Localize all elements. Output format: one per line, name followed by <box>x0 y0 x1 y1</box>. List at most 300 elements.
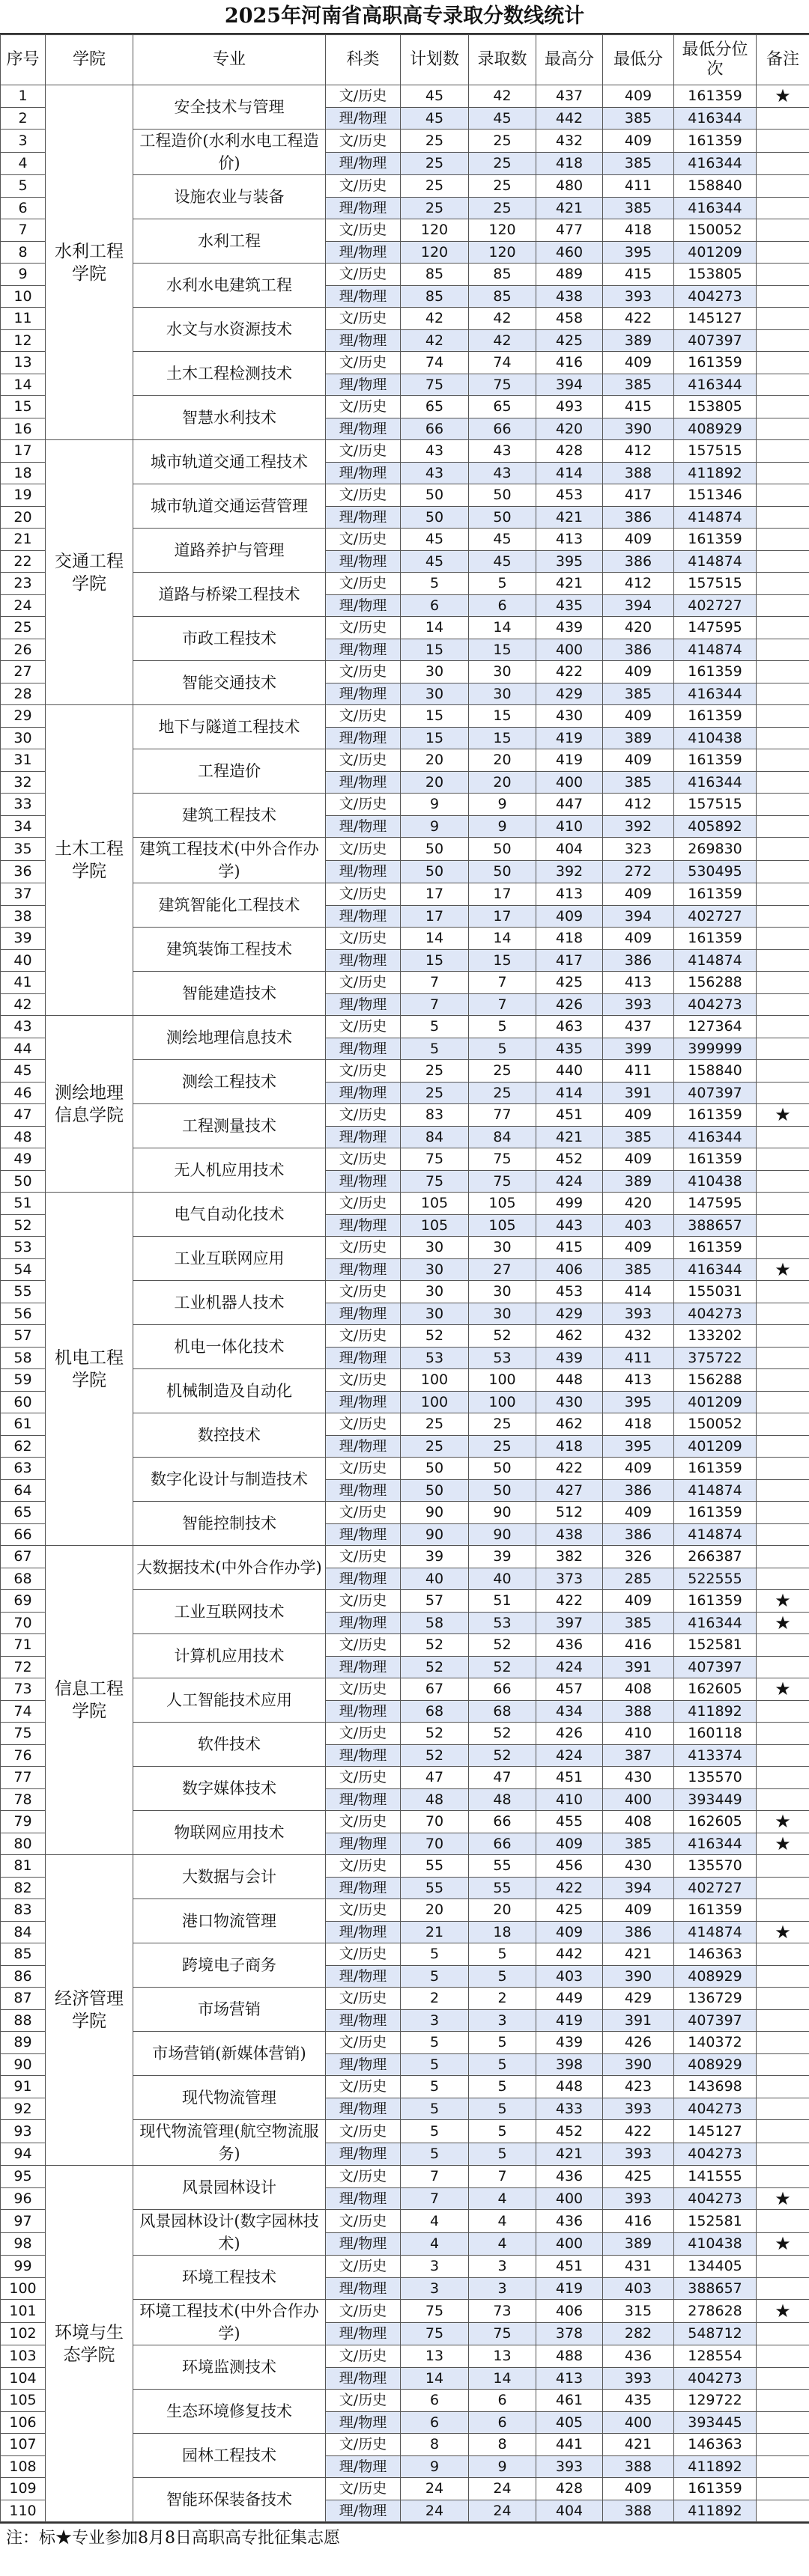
plan-cell: 4 <box>401 2210 469 2233</box>
max-score-cell: 461 <box>536 2390 603 2412</box>
seq-cell: 44 <box>1 1038 46 1060</box>
note-cell <box>757 1391 809 1413</box>
seq-cell: 22 <box>1 550 46 573</box>
max-score-cell: 418 <box>536 152 603 175</box>
admit-cell: 55 <box>469 1855 536 1878</box>
plan-cell: 30 <box>401 1303 469 1325</box>
admit-cell: 30 <box>469 683 536 705</box>
max-score-cell: 439 <box>536 617 603 639</box>
note-cell <box>757 794 809 816</box>
seq-cell: 106 <box>1 2411 46 2434</box>
major-cell: 道路养护与管理 <box>133 529 326 573</box>
category-cell: 文/历史 <box>326 1281 401 1303</box>
note-cell <box>757 308 809 330</box>
note-cell <box>757 1458 809 1480</box>
min-score-cell: 409 <box>603 705 674 728</box>
min-rank-cell: 416344 <box>674 152 757 175</box>
plan-cell: 25 <box>401 1435 469 1458</box>
max-score-cell: 421 <box>536 573 603 595</box>
min-score-cell: 315 <box>603 2300 674 2323</box>
plan-cell: 20 <box>401 771 469 794</box>
min-rank-cell: 410438 <box>674 2232 757 2256</box>
admit-cell: 45 <box>469 107 536 130</box>
school-cell: 环境与生态学院 <box>46 2166 133 2522</box>
header-note: 备注 <box>757 35 809 85</box>
star-note-cell: ★ <box>757 1921 809 1943</box>
note-cell <box>757 1347 809 1369</box>
note-cell <box>757 1523 809 1546</box>
plan-cell: 50 <box>401 838 469 861</box>
min-rank-cell: 407397 <box>674 329 757 352</box>
major-cell: 电气自动化技术 <box>133 1193 326 1237</box>
note-cell <box>757 1568 809 1590</box>
plan-cell: 42 <box>401 308 469 330</box>
note-cell <box>757 352 809 374</box>
admit-cell: 42 <box>469 308 536 330</box>
admit-cell: 5 <box>469 2053 536 2076</box>
admit-cell: 45 <box>469 550 536 573</box>
category-cell: 理/物理 <box>326 1082 401 1104</box>
min-score-cell: 385 <box>603 1612 674 1634</box>
plan-cell: 5 <box>401 2120 469 2143</box>
seq-cell: 45 <box>1 1060 46 1083</box>
table-header-row <box>1 35 809 85</box>
min-rank-cell: 162605 <box>674 1678 757 1701</box>
max-score-cell: 436 <box>536 2210 603 2233</box>
min-score-cell: 436 <box>603 2345 674 2368</box>
seq-cell: 12 <box>1 329 46 352</box>
category-cell: 文/历史 <box>326 484 401 507</box>
category-cell: 理/物理 <box>326 2187 401 2210</box>
seq-cell: 13 <box>1 352 46 374</box>
plan-cell: 8 <box>401 2434 469 2456</box>
seq-cell: 71 <box>1 1634 46 1657</box>
category-cell: 理/物理 <box>326 2232 401 2256</box>
major-cell: 跨境电子商务 <box>133 1943 326 1988</box>
min-rank-cell: 522555 <box>674 1568 757 1590</box>
plan-cell: 5 <box>401 2076 469 2098</box>
admit-cell: 50 <box>469 506 536 529</box>
min-score-cell: 386 <box>603 550 674 573</box>
plan-cell: 55 <box>401 1877 469 1899</box>
seq-cell: 54 <box>1 1258 46 1281</box>
min-score-cell: 409 <box>603 1237 674 1259</box>
plan-cell: 14 <box>401 2367 469 2390</box>
min-rank-cell: 141555 <box>674 2166 757 2188</box>
seq-cell: 34 <box>1 815 46 838</box>
admit-cell: 40 <box>469 1568 536 1590</box>
note-cell <box>757 905 809 928</box>
min-score-cell: 411 <box>603 1060 674 1083</box>
admit-cell: 5 <box>469 573 536 595</box>
seq-cell: 92 <box>1 2098 46 2120</box>
seq-cell: 100 <box>1 2277 46 2300</box>
min-score-cell: 409 <box>603 352 674 374</box>
min-score-cell: 415 <box>603 396 674 418</box>
note-cell <box>757 1281 809 1303</box>
category-cell: 文/历史 <box>326 1855 401 1878</box>
seq-cell: 110 <box>1 2500 46 2522</box>
admit-cell: 120 <box>469 219 536 242</box>
plan-cell: 5 <box>401 1965 469 1988</box>
admit-cell: 25 <box>469 175 536 198</box>
min-rank-cell: 416344 <box>674 1126 757 1148</box>
category-cell: 理/物理 <box>326 285 401 308</box>
major-cell: 数字化设计与制造技术 <box>133 1458 326 1502</box>
seq-cell: 40 <box>1 949 46 972</box>
category-cell: 理/物理 <box>326 1347 401 1369</box>
max-score-cell: 414 <box>536 462 603 484</box>
max-score-cell: 400 <box>536 771 603 794</box>
admit-cell: 24 <box>469 2500 536 2522</box>
note-cell <box>757 2098 809 2120</box>
min-rank-cell: 161359 <box>674 1590 757 1613</box>
admit-cell: 17 <box>469 905 536 928</box>
category-cell: 理/物理 <box>326 2411 401 2434</box>
max-score-cell: 451 <box>536 2256 603 2278</box>
max-score-cell: 435 <box>536 1038 603 1060</box>
plan-cell: 24 <box>401 2478 469 2500</box>
min-rank-cell: 402727 <box>674 905 757 928</box>
min-rank-cell: 388657 <box>674 1214 757 1237</box>
admit-cell: 14 <box>469 928 536 950</box>
category-cell: 文/历史 <box>326 1458 401 1480</box>
min-score-cell: 411 <box>603 1347 674 1369</box>
min-rank-cell: 161359 <box>674 928 757 950</box>
table-row <box>1 1016 809 1038</box>
admit-cell: 42 <box>469 85 536 108</box>
max-score-cell: 512 <box>536 1502 603 1524</box>
note-cell <box>757 1038 809 1060</box>
max-score-cell: 435 <box>536 594 603 617</box>
category-cell: 理/物理 <box>326 506 401 529</box>
min-score-cell: 385 <box>603 1833 674 1855</box>
category-cell: 文/历史 <box>326 1723 401 1745</box>
seq-cell: 97 <box>1 2210 46 2233</box>
note-cell <box>757 1016 809 1038</box>
category-cell: 文/历史 <box>326 2032 401 2054</box>
admit-cell: 50 <box>469 1458 536 1480</box>
plan-cell: 45 <box>401 85 469 108</box>
max-score-cell: 436 <box>536 1634 603 1657</box>
table-row <box>1 440 809 463</box>
admit-cell: 5 <box>469 1016 536 1038</box>
major-cell: 现代物流管理 <box>133 2076 326 2120</box>
school-cell: 测绘地理信息学院 <box>46 1016 133 1193</box>
min-rank-cell: 401209 <box>674 1435 757 1458</box>
min-rank-cell: 161359 <box>674 1237 757 1259</box>
seq-cell: 107 <box>1 2434 46 2456</box>
seq-cell: 41 <box>1 972 46 994</box>
seq-cell: 26 <box>1 639 46 661</box>
min-score-cell: 385 <box>603 374 674 396</box>
note-cell <box>757 749 809 772</box>
note-cell <box>757 860 809 883</box>
max-score-cell: 499 <box>536 1193 603 1215</box>
admit-cell: 25 <box>469 1060 536 1083</box>
min-score-cell: 435 <box>603 2390 674 2412</box>
admit-cell: 85 <box>469 264 536 286</box>
min-rank-cell: 155031 <box>674 1281 757 1303</box>
min-rank-cell: 156288 <box>674 1369 757 1392</box>
category-cell: 文/历史 <box>326 2345 401 2368</box>
min-rank-cell: 414874 <box>674 1479 757 1502</box>
note-cell <box>757 2210 809 2233</box>
major-cell: 土木工程检测技术 <box>133 352 326 396</box>
star-note-cell: ★ <box>757 1811 809 1833</box>
min-rank-cell: 161359 <box>674 1148 757 1171</box>
note-cell <box>757 1126 809 1148</box>
seq-cell: 4 <box>1 152 46 175</box>
min-rank-cell: 414874 <box>674 506 757 529</box>
plan-cell: 7 <box>401 2166 469 2188</box>
plan-cell: 43 <box>401 440 469 463</box>
category-cell: 理/物理 <box>326 1038 401 1060</box>
category-cell: 理/物理 <box>326 949 401 972</box>
table-row <box>1 2166 809 2188</box>
admit-cell: 9 <box>469 2455 536 2478</box>
school-cell: 土木工程学院 <box>46 705 133 1016</box>
major-cell: 市政工程技术 <box>133 617 326 661</box>
max-score-cell: 398 <box>536 2053 603 2076</box>
seq-cell: 9 <box>1 264 46 286</box>
seq-cell: 18 <box>1 462 46 484</box>
seq-cell: 38 <box>1 905 46 928</box>
min-rank-cell: 410438 <box>674 1170 757 1193</box>
max-score-cell: 453 <box>536 1281 603 1303</box>
min-rank-cell: 404273 <box>674 2098 757 2120</box>
plan-cell: 50 <box>401 1458 469 1480</box>
min-score-cell: 403 <box>603 2277 674 2300</box>
admit-cell: 52 <box>469 1723 536 1745</box>
max-score-cell: 480 <box>536 175 603 198</box>
table-row <box>1 1546 809 1568</box>
min-score-cell: 429 <box>603 1988 674 2010</box>
note-cell <box>757 949 809 972</box>
min-rank-cell: 411892 <box>674 2455 757 2478</box>
min-score-cell: 386 <box>603 1921 674 1943</box>
seq-cell: 16 <box>1 418 46 440</box>
min-score-cell: 409 <box>603 85 674 108</box>
category-cell: 理/物理 <box>326 815 401 838</box>
admit-cell: 53 <box>469 1347 536 1369</box>
note-cell <box>757 1502 809 1524</box>
plan-cell: 5 <box>401 2143 469 2166</box>
category-cell: 理/物理 <box>326 1126 401 1148</box>
note-cell <box>757 815 809 838</box>
min-score-cell: 389 <box>603 329 674 352</box>
max-score-cell: 449 <box>536 1988 603 2010</box>
note-cell <box>757 2434 809 2456</box>
seq-cell: 72 <box>1 1656 46 1678</box>
min-score-cell: 395 <box>603 1391 674 1413</box>
table-row <box>1 705 809 728</box>
note-cell <box>757 2032 809 2054</box>
note-cell <box>757 2256 809 2278</box>
major-cell: 工程测量技术 <box>133 1104 326 1148</box>
plan-cell: 9 <box>401 2455 469 2478</box>
min-rank-cell: 161359 <box>674 352 757 374</box>
admit-cell: 15 <box>469 705 536 728</box>
major-cell: 智能环保装备技术 <box>133 2478 326 2522</box>
min-score-cell: 408 <box>603 1811 674 1833</box>
seq-cell: 65 <box>1 1502 46 1524</box>
min-score-cell: 416 <box>603 1634 674 1657</box>
plan-cell: 53 <box>401 1347 469 1369</box>
major-cell: 现代物流管理(航空物流服务) <box>133 2120 326 2166</box>
min-rank-cell: 278628 <box>674 2300 757 2323</box>
min-score-cell: 388 <box>603 2455 674 2478</box>
seq-cell: 74 <box>1 1700 46 1723</box>
admit-cell: 15 <box>469 727 536 749</box>
min-rank-cell: 416344 <box>674 1258 757 1281</box>
min-score-cell: 420 <box>603 617 674 639</box>
plan-cell: 52 <box>401 1325 469 1348</box>
admit-cell: 90 <box>469 1502 536 1524</box>
min-score-cell: 418 <box>603 219 674 242</box>
min-score-cell: 386 <box>603 1523 674 1546</box>
category-cell: 文/历史 <box>326 85 401 108</box>
admit-cell: 24 <box>469 2478 536 2500</box>
min-rank-cell: 416344 <box>674 197 757 219</box>
seq-cell: 101 <box>1 2300 46 2323</box>
seq-cell: 55 <box>1 1281 46 1303</box>
admit-cell: 15 <box>469 639 536 661</box>
admit-cell: 27 <box>469 1258 536 1281</box>
note-cell <box>757 2143 809 2166</box>
min-rank-cell: 161359 <box>674 1899 757 1922</box>
max-score-cell: 422 <box>536 1458 603 1480</box>
min-score-cell: 409 <box>603 1899 674 1922</box>
min-score-cell: 389 <box>603 727 674 749</box>
admit-cell: 4 <box>469 2187 536 2210</box>
max-score-cell: 418 <box>536 928 603 950</box>
admit-cell: 7 <box>469 972 536 994</box>
max-score-cell: 451 <box>536 1104 603 1127</box>
admit-cell: 20 <box>469 1899 536 1922</box>
max-score-cell: 438 <box>536 285 603 308</box>
plan-cell: 50 <box>401 484 469 507</box>
category-cell: 文/历史 <box>326 175 401 198</box>
seq-cell: 64 <box>1 1479 46 1502</box>
min-score-cell: 409 <box>603 2478 674 2500</box>
note-cell <box>757 529 809 551</box>
min-rank-cell: 548712 <box>674 2322 757 2345</box>
note-cell <box>757 219 809 242</box>
admit-cell: 55 <box>469 1877 536 1899</box>
min-score-cell: 323 <box>603 838 674 861</box>
category-cell: 文/历史 <box>326 1634 401 1657</box>
admit-cell: 105 <box>469 1193 536 1215</box>
seq-cell: 36 <box>1 860 46 883</box>
max-score-cell: 462 <box>536 1413 603 1436</box>
min-rank-cell: 143698 <box>674 2076 757 2098</box>
min-rank-cell: 388657 <box>674 2277 757 2300</box>
seq-cell: 89 <box>1 2032 46 2054</box>
plan-cell: 21 <box>401 1921 469 1943</box>
max-score-cell: 447 <box>536 794 603 816</box>
category-cell: 文/历史 <box>326 264 401 286</box>
admit-cell: 30 <box>469 1281 536 1303</box>
max-score-cell: 440 <box>536 1060 603 1083</box>
admit-cell: 66 <box>469 418 536 440</box>
category-cell: 理/物理 <box>326 462 401 484</box>
min-rank-cell: 416344 <box>674 771 757 794</box>
min-rank-cell: 161359 <box>674 883 757 906</box>
max-score-cell: 439 <box>536 1347 603 1369</box>
min-rank-cell: 161359 <box>674 705 757 728</box>
max-score-cell: 422 <box>536 1877 603 1899</box>
min-rank-cell: 135570 <box>674 1855 757 1878</box>
plan-cell: 75 <box>401 1148 469 1171</box>
min-score-cell: 388 <box>603 1700 674 1723</box>
seq-cell: 23 <box>1 573 46 595</box>
plan-cell: 120 <box>401 219 469 242</box>
category-cell: 文/历史 <box>326 1413 401 1436</box>
admit-cell: 50 <box>469 838 536 861</box>
min-rank-cell: 133202 <box>674 1325 757 1348</box>
plan-cell: 20 <box>401 1899 469 1922</box>
table-body <box>1 85 809 2522</box>
seq-cell: 43 <box>1 1016 46 1038</box>
category-cell: 文/历史 <box>326 573 401 595</box>
min-score-cell: 388 <box>603 2500 674 2522</box>
plan-cell: 5 <box>401 1943 469 1966</box>
min-rank-cell: 162605 <box>674 1811 757 1833</box>
plan-cell: 120 <box>401 241 469 264</box>
category-cell: 理/物理 <box>326 2009 401 2032</box>
min-score-cell: 392 <box>603 815 674 838</box>
min-rank-cell: 414874 <box>674 1921 757 1943</box>
category-cell: 文/历史 <box>326 529 401 551</box>
admit-cell: 77 <box>469 1104 536 1127</box>
star-note-cell: ★ <box>757 1104 809 1127</box>
max-score-cell: 409 <box>536 1921 603 1943</box>
major-cell: 水利水电建筑工程 <box>133 264 326 308</box>
note-cell <box>757 2166 809 2188</box>
min-rank-cell: 407397 <box>674 1656 757 1678</box>
max-score-cell: 419 <box>536 2277 603 2300</box>
max-score-cell: 429 <box>536 1303 603 1325</box>
min-rank-cell: 399999 <box>674 1038 757 1060</box>
major-cell: 生态环境修复技术 <box>133 2390 326 2434</box>
admit-cell: 90 <box>469 1523 536 1546</box>
min-score-cell: 393 <box>603 285 674 308</box>
min-rank-cell: 161359 <box>674 529 757 551</box>
major-cell: 道路与桥梁工程技术 <box>133 573 326 617</box>
seq-cell: 63 <box>1 1458 46 1480</box>
plan-cell: 50 <box>401 1479 469 1502</box>
category-cell: 文/历史 <box>326 794 401 816</box>
min-rank-cell: 146363 <box>674 1943 757 1966</box>
min-score-cell: 385 <box>603 152 674 175</box>
plan-cell: 70 <box>401 1811 469 1833</box>
min-score-cell: 409 <box>603 1148 674 1171</box>
min-score-cell: 409 <box>603 130 674 153</box>
category-cell: 理/物理 <box>326 2098 401 2120</box>
plan-cell: 5 <box>401 1016 469 1038</box>
seq-cell: 51 <box>1 1193 46 1215</box>
max-score-cell: 425 <box>536 1899 603 1922</box>
min-rank-cell: 153805 <box>674 264 757 286</box>
header-rank: 最低分位次 <box>674 35 757 85</box>
min-score-cell: 426 <box>603 2032 674 2054</box>
max-score-cell: 436 <box>536 2166 603 2188</box>
note-cell <box>757 993 809 1016</box>
plan-cell: 50 <box>401 506 469 529</box>
min-rank-cell: 136729 <box>674 1988 757 2010</box>
min-rank-cell: 393449 <box>674 1788 757 1811</box>
